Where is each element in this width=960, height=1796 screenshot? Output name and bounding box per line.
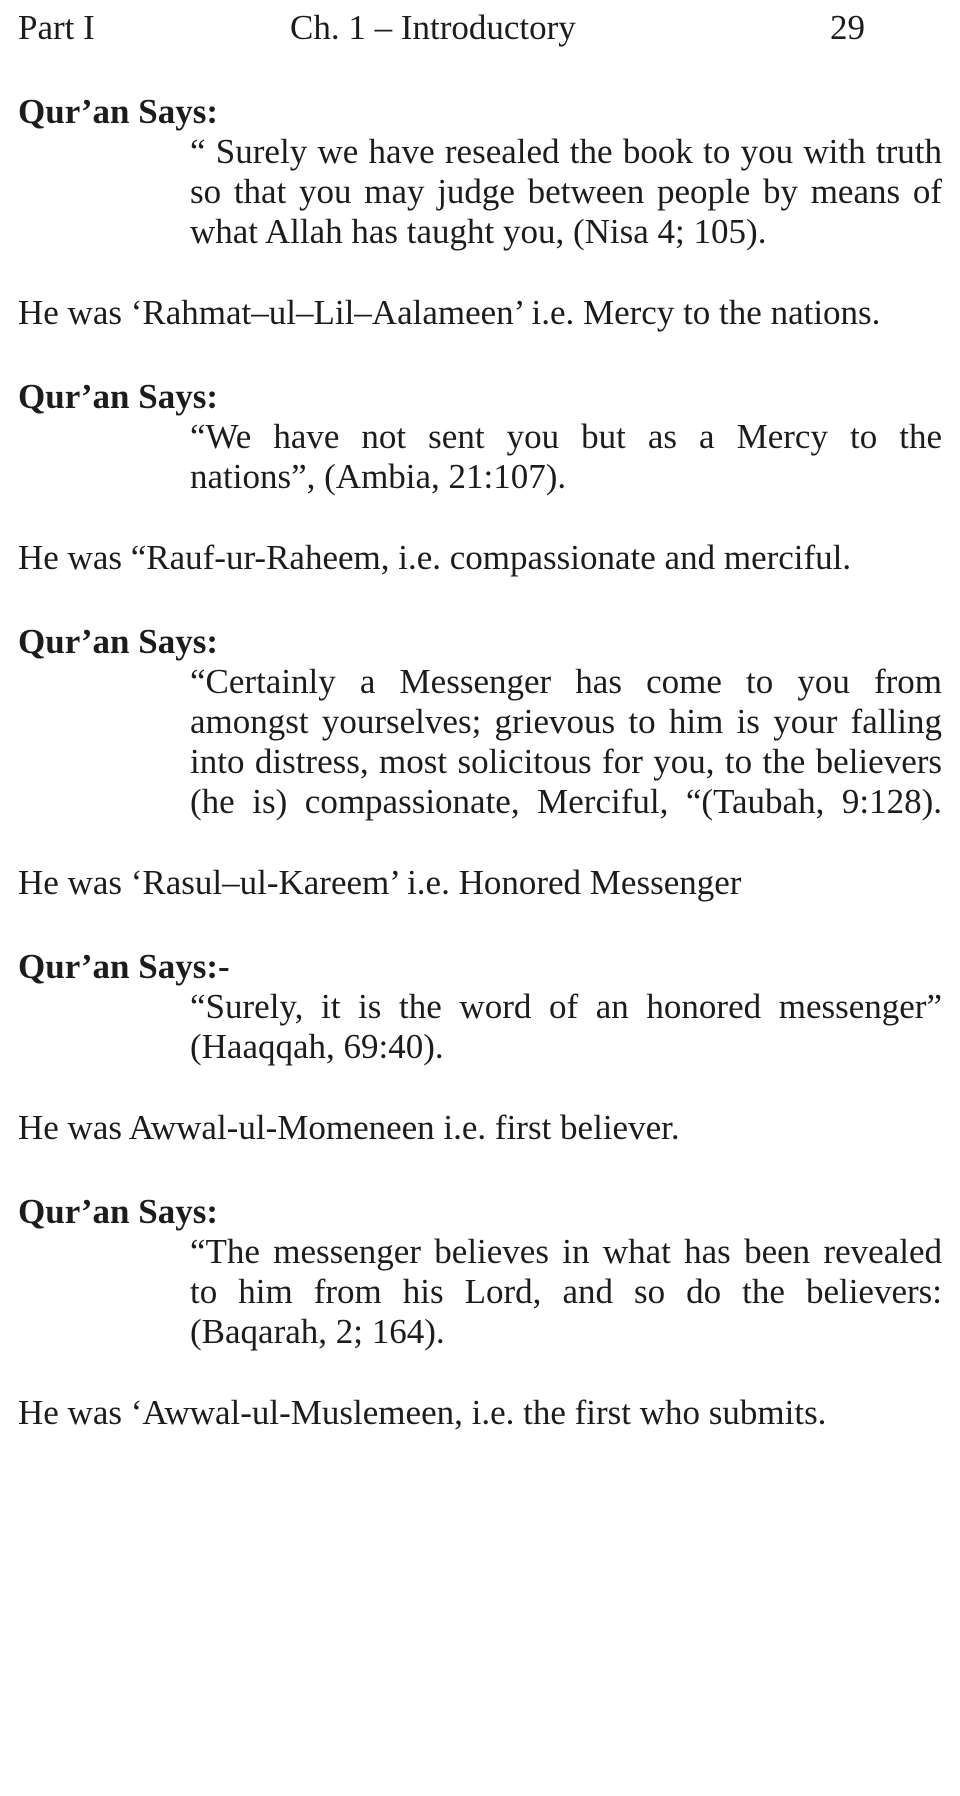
quote-line: so that you may judge between people by means of <box>190 172 942 211</box>
quran-section <box>18 622 942 903</box>
header-page-number: 29 <box>830 8 865 47</box>
quote-line: “Certainly a Messenger has come to you from <box>190 662 942 701</box>
epithet-line: He was ‘Rahmat–ul–Lil–Aalameen’ i.e. Mercy to the nations. <box>18 293 881 332</box>
quran-quote-block <box>190 987 942 1067</box>
quran-section <box>18 92 942 333</box>
quran-says-heading: Qur’an Says: <box>18 377 218 416</box>
quran-says-heading: Qur’an Says:- <box>18 947 230 986</box>
quran-quote-block <box>190 417 942 497</box>
page-content <box>18 92 942 1433</box>
quran-quote-block <box>190 132 942 252</box>
quote-line: “Surely, it is the word of an honored messenger” <box>190 987 942 1026</box>
quote-line: (Baqarah, 2; 164). <box>190 1312 445 1351</box>
quran-section <box>18 377 942 578</box>
quran-says-heading: Qur’an Says: <box>18 92 218 131</box>
quote-line: nations”, (Ambia, 21:107). <box>190 457 567 496</box>
quote-line: into distress, most solicitous for you, to the believers <box>190 742 942 781</box>
quran-quote-block <box>190 662 942 822</box>
quote-line: what Allah has taught you, (Nisa 4; 105). <box>190 212 767 251</box>
header-chapter-title: Ch. 1 – Introductory <box>290 8 576 47</box>
quote-line: “The messenger believes in what has been revealed <box>190 1232 942 1271</box>
quran-says-heading: Qur’an Says: <box>18 1192 218 1231</box>
epithet-line: He was ‘Awwal-ul-Muslemeen, i.e. the first who submits. <box>18 1393 827 1432</box>
quote-line: (he is) compassionate, Merciful, “(Taubah, 9:128). <box>190 782 942 821</box>
quote-line: (Haaqqah, 69:40). <box>190 1027 444 1066</box>
quran-section <box>18 947 942 1148</box>
quote-line: to him from his Lord, and so do the believers: <box>190 1272 942 1311</box>
epithet-line: He was Awwal-ul-Momeneen i.e. first believer. <box>18 1108 680 1147</box>
quran-quote-block <box>190 1232 942 1352</box>
quran-says-heading: Qur’an Says: <box>18 622 218 661</box>
quote-line: amongst yourselves; grievous to him is your falling <box>190 702 942 741</box>
epithet-line: He was ‘Rasul–ul-Kareem’ i.e. Honored Messenger <box>18 863 742 902</box>
page-header <box>18 8 942 48</box>
quote-line: “ Surely we have resealed the book to you with truth <box>190 132 942 171</box>
header-part-label: Part I <box>18 8 95 47</box>
epithet-line: He was “Rauf-ur-Raheem, i.e. compassionate and merciful. <box>18 538 852 577</box>
quote-line: “We have not sent you but as a Mercy to the <box>190 417 942 456</box>
quran-section <box>18 1192 942 1433</box>
